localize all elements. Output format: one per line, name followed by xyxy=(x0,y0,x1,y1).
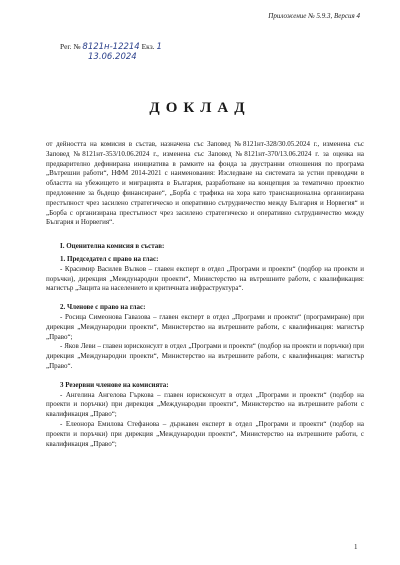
reg-date: 13.06.2024 xyxy=(88,52,137,62)
member-item: - Яков Леви – главен юрисконсулт в отдел „Програми и проекти“ (подбор на проекти и поръчки) при дирекция „Международни проекти“, Министерство на вътрешните работи, с квалификация: магистър „Право“. xyxy=(46,342,364,370)
reg-label: Рег. № xyxy=(60,42,81,51)
chair-text: - Красимир Василев Вълков – главен експерт в отдел „Програми и проекти“ (подбор на проекти и поръчки), дирекция „Международни проекти“, Министерство на вътрешните работи, с квалификация: магистър „Защита на населението и критичната инфраструктура“. xyxy=(46,264,364,293)
registration-block xyxy=(60,42,260,62)
document-body xyxy=(46,140,364,449)
reserve-heading: 3 Резервни членове на комисията: xyxy=(60,380,169,389)
copy-number: 1 xyxy=(156,42,162,52)
page-number: 1 xyxy=(354,543,358,551)
member-item: - Росица Симеонова Гавазова – главен експерт в отдел „Програми и проекти“ (програмиране) при дирекция „Международни проекти“, Министерство на вътрешните работи, с квалификация: магистър „Право“; xyxy=(46,312,364,341)
registration-line xyxy=(60,42,260,52)
reserve-item: - Ангелина Ангелова Гъркова – главен юрисконсулт в отдел „Програми и проекти“ (подбор на проекти и поръчки) при дирекция „Международни проекти“, Министерство на вътрешните работи с квалификация „Право“; xyxy=(46,390,364,419)
section-heading: I. Оценителна комисия в състав: xyxy=(60,242,165,251)
document-title: ДОКЛАД xyxy=(149,100,251,116)
reserve-item: - Елеонора Емилова Стефанова – държавен експерт в отдел „Програми и проекти“ (подбор на проекти и поръчки) при дирекция „Международни проекти“, Министерство на вътрешните работи, с квалификация „Право“; xyxy=(46,419,364,448)
copy-label: Екз. xyxy=(141,42,155,51)
chair-heading: 1. Председател с право на глас: xyxy=(60,254,159,263)
reg-number: 8121н-12214 xyxy=(82,42,140,52)
members-heading: 2. Членове с право на глас: xyxy=(60,303,146,312)
appendix-label: Приложение № 5.9.3, Версия 4 xyxy=(268,12,360,20)
intro-paragraph: от дейността на комисия в състав, назначена със Заповед №8121нт-328/30.05.2024 г., изменена със Заповед №8121нт-353/10.06.2024 г., изменена със Заповед №8121нт-370/13.06.2024 г. за оценка на предварително дефинирана инициатива в рамките на фонда за двустранни отношения по програма „Вътрешни работи“, НФМ 2014-2021 с наименования: Изследване на системата за устни преводачи в областта на убежището и миграцията в България, разработване на концепция за тематично проектно предложение за бъдещо финансиране“, „Борба с трафика на хора като транснационална организирана престъпност чрез засилено стратегическо и оперативно сътрудничество между България и Норвегия“ и „Борба с организирана престъпност чрез засилено стратегическо и оперативно сътрудничество между България и Норвегия“. xyxy=(46,140,364,227)
